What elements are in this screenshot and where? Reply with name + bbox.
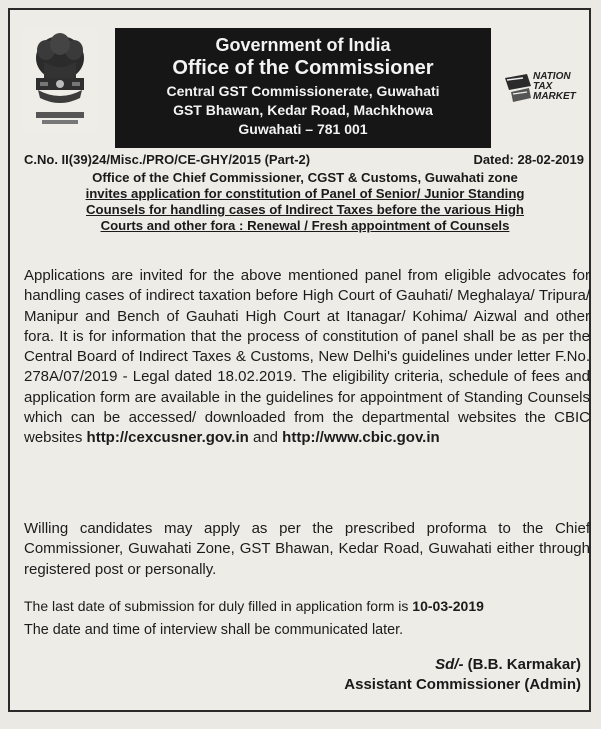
signature-line: [435, 656, 581, 673]
header-banner: [115, 28, 491, 148]
header-line-government: Government of India: [215, 35, 391, 55]
title-line-4: Courts and other fora : Renewal / Fresh appointment of Counsels: [100, 218, 510, 233]
title-line-2: invites application for constitution of Panel of Senior/ Junior Standing: [85, 186, 525, 201]
reference-line: [24, 152, 584, 168]
header-line-office: Office of the Commissioner: [172, 57, 434, 79]
title-line-1: Office of the Chief Commissioner, CGST & Customs, Guwahati zone: [92, 170, 518, 185]
logo-line-2: TAX: [533, 81, 553, 92]
header-line-commissionerate: Central GST Commissionerate, Guwahati: [166, 83, 440, 99]
last-date-value: 10-03-2019: [412, 598, 484, 614]
header-line-address: GST Bhawan, Kedar Road, Machkhowa: [173, 102, 433, 118]
logo-wordmark: [533, 72, 576, 102]
paragraph-applications-text: Applications are invited for the above mentioned panel from eligible advocates for handling cases of indirect taxation before High Court of Gauhati/ Meghalaya/ Tripura/ Manipur and Bench of Gauhati High Court at Itanagar/ Kohima/ Aizwal and other fora. It is for information that the process of constitution of panel shall be as per the Central Board of Indirect Taxes & Customs, New Delhi's guidelines under letter F.No. 278A/07/2019 - Legal dated 18.02.2019. The eligibility criteria, schedule of fees and application form are available in the guidelines for appointment of Standing Counsels which can be accessed/ downloaded from the departmental websites the CBIC websites: [24, 267, 590, 447]
paragraph-interview: The date and time of interview shall be communicated later.: [24, 622, 404, 638]
ashoka-emblem-icon: [22, 28, 98, 132]
signature-designation: Assistant Commissioner (Admin): [344, 676, 581, 693]
reference-date: Dated: 28-02-2019: [473, 152, 584, 167]
header-line-city: Guwahati – 781 001: [238, 121, 368, 137]
title-line-3: Counsels for handling cases of Indirect Taxes before the various High: [86, 202, 524, 217]
paragraph-applications: [24, 266, 590, 449]
paragraph-conjunction: and: [252, 429, 278, 447]
signature-name: (B.B. Karmakar): [467, 656, 581, 673]
website-link-cbic: http://www.cbic.gov.in: [282, 429, 440, 447]
paragraph-willing-candidates: Willing candidates may apply as per the prescribed proforma to the Chief Commissioner, Guwahati Zone, GST Bhawan, Kedar Road, Guwahati either through registered post or personally.: [24, 520, 590, 578]
paragraph-last-date: [24, 596, 590, 616]
signature-prefix: Sd/-: [435, 656, 464, 673]
reference-number: C.No. II(39)24/Misc./PRO/CE-GHY/2015 (Part-2): [24, 152, 311, 167]
notice-title: [22, 170, 588, 234]
last-date-text: The last date of submission for duly filled in application form is: [24, 598, 409, 614]
logo-line-1: NATION: [533, 71, 571, 82]
logo-line-3: MARKET: [533, 91, 576, 102]
website-link-cexcusner: http://cexcusner.gov.in: [86, 429, 249, 447]
